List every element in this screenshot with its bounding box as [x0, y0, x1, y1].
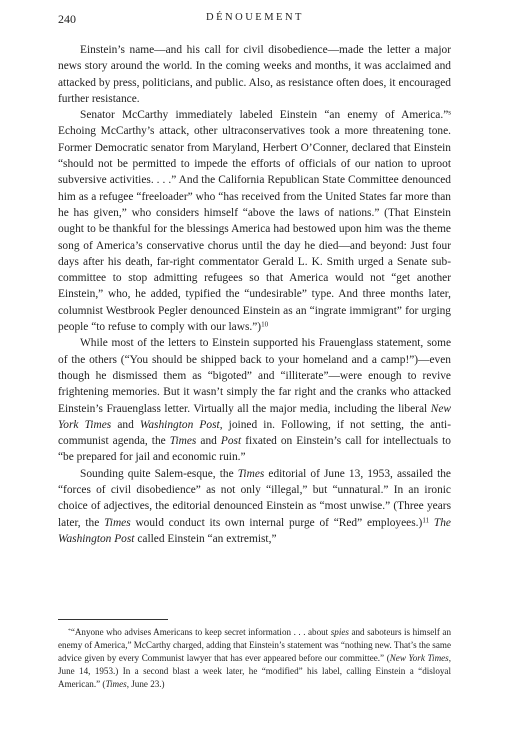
page-number: 240	[58, 12, 76, 26]
text-run: Senator McCarthy immediately labeled Einstein “an enemy of America.”	[80, 109, 449, 122]
note-reference: s	[448, 108, 451, 117]
text-run: called Einstein “an extremist,”	[134, 532, 277, 545]
paragraph	[58, 42, 451, 107]
italic-text: The Washington Post	[58, 516, 451, 545]
text-run: Einstein’s name—and his call for civil disobedience—made the letter a major news story around the world. In the coming weeks and months, it was acclaimed and attacked by press, politicians, and public. Also, as resistance often does, it encouraged further resistance.	[58, 44, 451, 105]
italic-text: Times	[105, 678, 127, 689]
text-run: , June 14, 1953.) In a second blast a week later, he “modified” his label, calling Einstein a “disloyal American.” (	[58, 652, 451, 689]
text-run: fixated on Einstein’s call for intellectuals to “be prepared for jail and economic ruin.”	[58, 435, 451, 464]
footnote-divider	[58, 619, 168, 620]
text-run: Sounding quite Salem-esque, the	[80, 467, 238, 480]
italic-text: Times	[169, 435, 197, 448]
text-run: and saboteurs is himself an enemy of America,” McCarthy charged, adding that Einstein’s statement was “nothing new. That’s the same advice given by every Communist lawyer that has ever appeared before our committee.” (	[58, 627, 451, 663]
italic-text: New York Times	[58, 402, 451, 431]
text-run: “Anyone who advises Americans to keep secret information . . . about	[70, 627, 331, 637]
italic-text: spies	[330, 627, 349, 637]
text-run: While most of the letters to Einstein supported his Frauenglass statement, some of the others (“You should be shipped back to your homeland and a camp!”)—even though he dismissed them as “bigoted” and “illiterate”—were enough to revive frightening memories. But it wasn’t simply the far right and the cranks who attacked Einstein’s Frauenglass letter. Virtually all the major media, including the liberal	[58, 337, 451, 415]
paragraph	[58, 107, 451, 335]
text-run: would conduct its own internal purge of “Red” employees.)	[130, 516, 423, 529]
note-reference: 11	[422, 516, 430, 525]
footnote-text	[58, 626, 451, 691]
text-run: and	[111, 418, 140, 431]
note-reference: *	[68, 628, 71, 635]
note-reference: 10	[261, 320, 269, 329]
italic-text: Washington Post	[139, 418, 220, 431]
body-text	[58, 42, 451, 547]
text-run: and	[196, 435, 221, 448]
text-run: , joined in. Following, if not setting, the anti-communist agenda, the	[58, 418, 451, 448]
footnote	[58, 626, 451, 691]
page-header	[58, 12, 452, 28]
italic-text: New York Times	[389, 652, 449, 663]
running-head: DÉNOUEMENT	[206, 12, 304, 23]
italic-text: Post	[220, 435, 242, 448]
text-run: Echoing McCarthy’s attack, other ultraconservatives took a more threatening tone. Former Democratic senator from Maryland, Herbert O’Conner, declared that Einstein “should not be permitted to impede the efforts of officials of our nation to uproot subversive activities. . . .” And the California Republican State Committee denounced him as a refugee “freeloader” who “has received from the United States far more than he has given,” who considers himself “above the laws of nations.” (That Einstein ought to be thankful for the blessings America had bestowed upon him was the theme song of America’s conservative chorus until the day he died—and beyond: Just four days after his death, far-right commentator Gerald L. K. Smith urged a Senate sub-committee to stop admitting refugees so that America would not “get another Einstein,” who, he added, typified the “undesirable” type. And three months later, columnist Westbrook Pegler denounced Einstein as an “ingrate immigrant” for urging people “to refuse to comply with our laws.”)	[58, 125, 451, 334]
text-run: editorial of June 13, 1953, assailed the “forces of civil disobedience” as not only “illegal,” but “unnatural.” In an ironic choice of adjectives, the editorial denounced Einstein as “most unwise.” (Three years later, the	[58, 467, 451, 529]
text-run: , June 23.)	[126, 678, 165, 689]
italic-text: Times	[104, 516, 131, 529]
paragraph	[58, 466, 451, 547]
paragraph	[58, 335, 451, 465]
italic-text: Times	[237, 467, 265, 480]
